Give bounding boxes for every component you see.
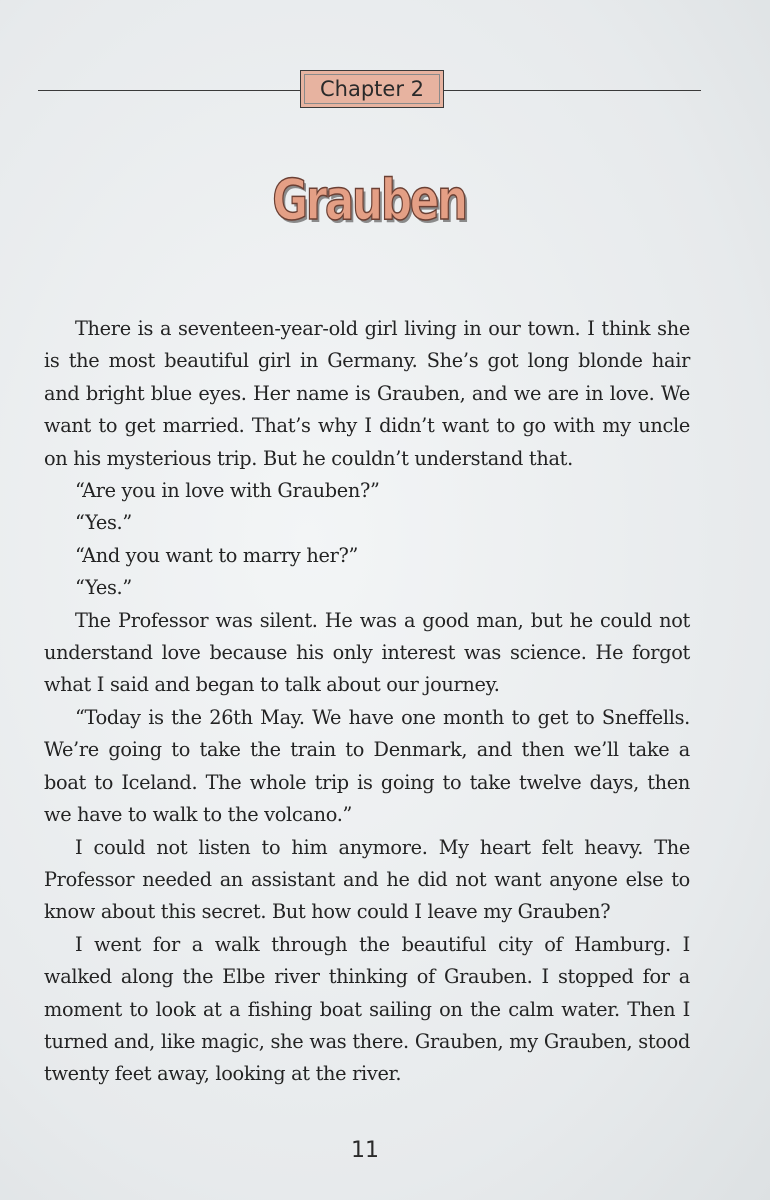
paragraph: “Yes.” bbox=[75, 511, 132, 535]
header-rule-left bbox=[38, 90, 300, 91]
paragraph: “Are you in love with Grauben?” bbox=[75, 479, 380, 503]
paragraph: I could not listen to him anymore. My heart felt heavy. The Professor needed an assistant and he did not want anyone else to know about this secret. But how could I leave my Grauben? bbox=[44, 835, 690, 924]
paragraph: I went for a walk through the beautiful city of Hamburg. I walked along the Elbe river thinking of Grauben. I stopped for a moment to look at a fishing boat sailing on the calm water. Then I turned and, like magic, she was there. Grauben, my Grauben, stood twenty feet away, looking at the river. bbox=[44, 932, 690, 1086]
chapter-title: Grauben bbox=[272, 168, 466, 233]
chapter-label: Chapter 2 bbox=[300, 70, 444, 108]
chapter-body bbox=[44, 313, 690, 1091]
paragraph: “Today is the 26th May. We have one month to get to Sneffells. We’re going to take the train to Denmark, and then we’ll take a boat to Iceland. The whole trip is going to take twelve days, then we have to walk to the volcano.” bbox=[44, 705, 690, 827]
page-number: 11 bbox=[351, 1138, 379, 1163]
paragraph: “Yes.” bbox=[75, 576, 132, 600]
chapter-header bbox=[38, 70, 701, 110]
header-rule-right bbox=[444, 90, 701, 91]
paragraph: There is a seventeen-year-old girl living in our town. I think she is the most beautiful girl in Germany. She’s got long blonde hair and bright blue eyes. Her name is Grauben, and we are in love. We want to get married. That’s why I didn’t want to go with my uncle on his mysterious trip. But he couldn’t understand that. bbox=[44, 317, 690, 470]
paragraph: “And you want to marry her?” bbox=[75, 543, 359, 567]
paragraph: The Professor was silent. He was a good man, but he could not understand love because his only interest was science. He forgot what I said and began to talk about our journey. bbox=[44, 608, 690, 697]
